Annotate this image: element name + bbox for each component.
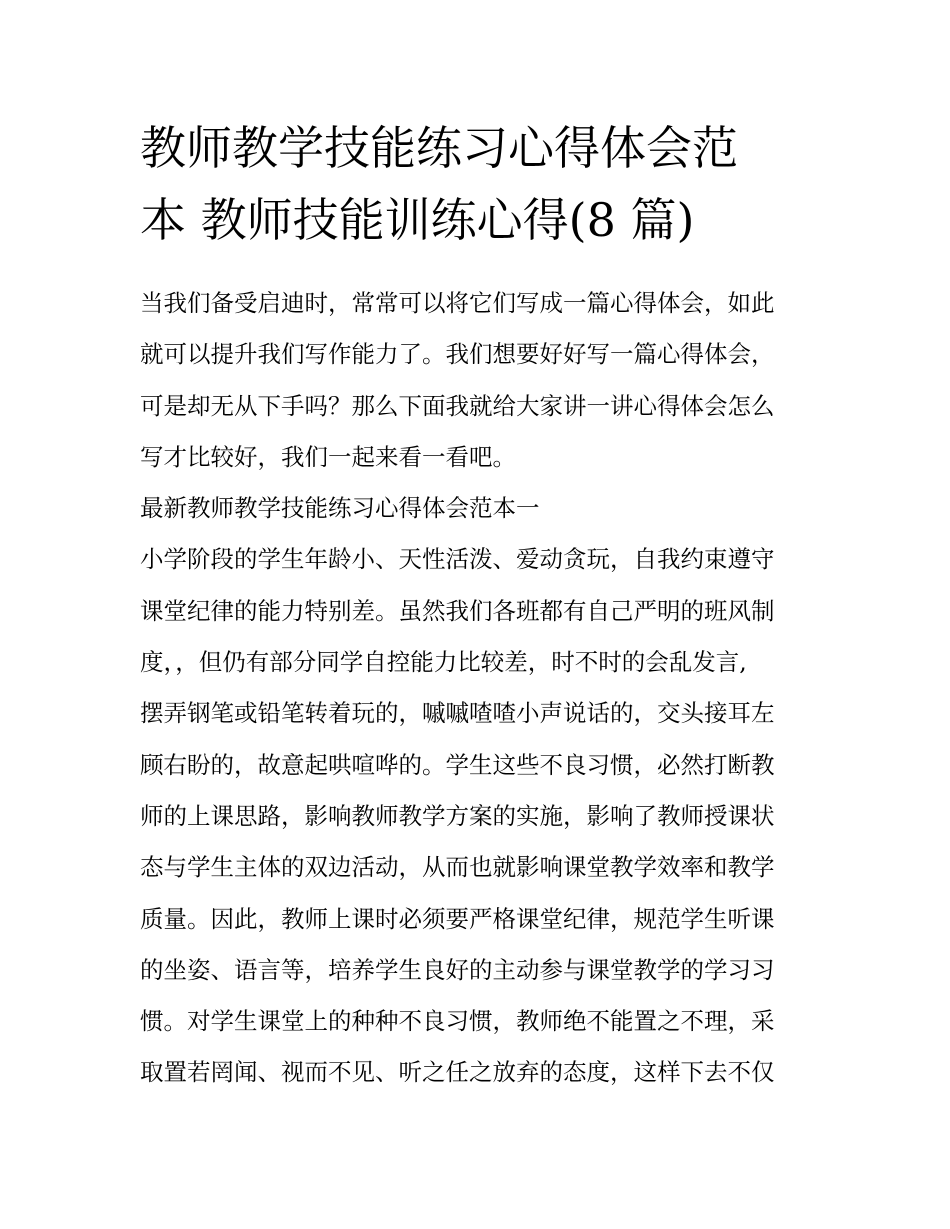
text-line: 可是却无从下手吗？那么下面我就给大家讲一讲心得体会怎么 [140,391,775,420]
document-title [140,112,820,256]
document-body [140,278,820,1099]
title-line-2: 本 教师技能训练心得(8 篇) [140,193,695,247]
text-line: 惯。对学生课堂上的种种不良习惯，教师绝不能置之不理，采 [140,1007,775,1036]
text-line: 课堂纪律的能力特别差。虽然我们各班都有自己严明的班风制 [140,596,775,625]
text-line: 小学阶段的学生年龄小、天性活泼、爱动贪玩，自我约束遵守 [140,545,775,574]
text-line: 就可以提升我们写作能力了。我们想要好好写一篇心得体会， [140,340,775,369]
text-line: 顾右盼的，故意起哄喧哗的。学生这些不良习惯，必然打断教 [140,750,775,779]
section-heading [140,483,820,534]
section-paragraph [140,534,820,1098]
title-line-1: 教师教学技能练习心得体会范 [140,121,738,175]
text-line: 师的上课思路，影响教师教学方案的实施，影响了教师授课状 [140,801,775,830]
text-line: 态与学生主体的双边活动，从而也就影响课堂教学效率和教学 [140,853,775,882]
text-line: 摆弄钢笔或铅笔转着玩的，嘁嘁喳喳小声说话的，交头接耳左 [140,699,775,728]
intro-paragraph [140,278,820,483]
text-line: 的坐姿、语言等，培养学生良好的主动参与课堂教学的学习习 [140,955,775,984]
text-line: 取置若罔闻、视而不见、听之任之放弃的态度，这样下去不仅 [140,1058,775,1087]
text-line: 质量。因此，教师上课时必须要严格课堂纪律，规范学生听课 [140,904,775,933]
text-line: 写才比较好，我们一起来看一看吧。 [140,442,516,471]
section-heading-text: 最新教师教学技能练习心得体会范本一 [140,494,540,523]
text-line: 度，，但仍有部分同学自控能力比较差，时不时的会乱发言, [140,648,747,677]
text-line: 当我们备受启迪时，常常可以将它们写成一篇心得体会，如此 [140,289,775,317]
